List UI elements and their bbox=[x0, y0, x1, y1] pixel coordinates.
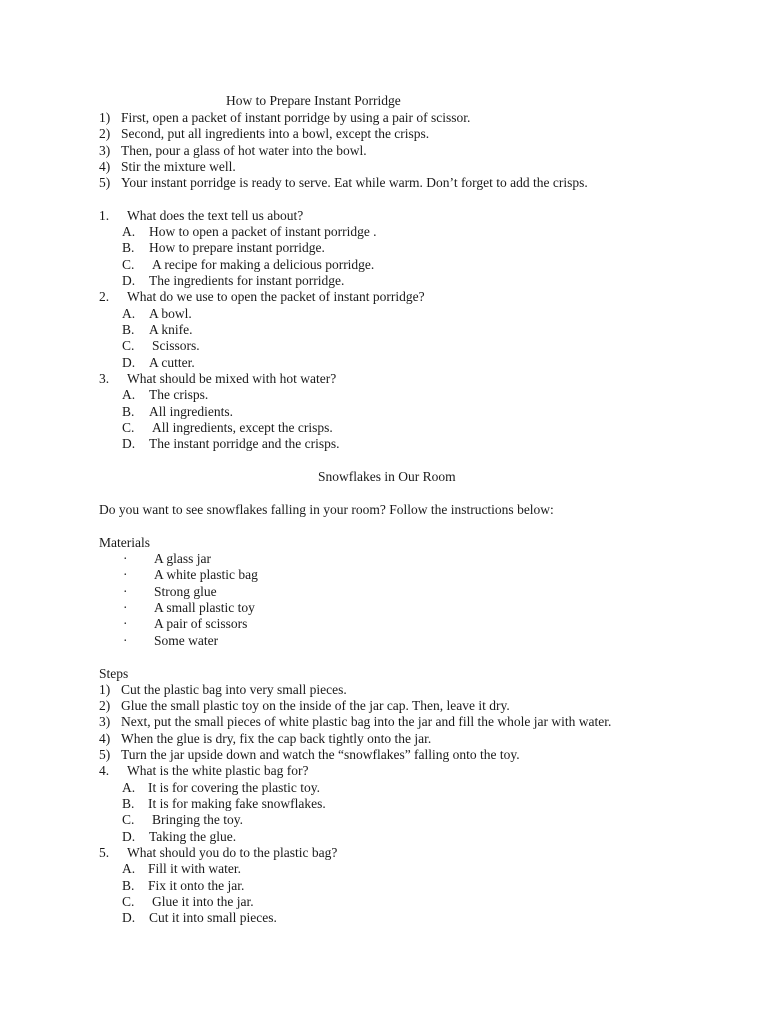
option-letter: A. bbox=[122, 861, 136, 876]
step-text: Second, put all ingredients into a bowl, except the crisps. bbox=[121, 126, 430, 141]
material-item: Some water bbox=[154, 633, 219, 648]
option-letter: D. bbox=[122, 829, 136, 844]
option-text: It is for covering the plastic toy. bbox=[148, 780, 320, 795]
bullet: · bbox=[123, 616, 128, 631]
step-text: First, open a packet of instant porridge by using a pair of scissor. bbox=[121, 110, 471, 125]
option-letter: A. bbox=[122, 387, 136, 402]
option-letter: B. bbox=[122, 322, 135, 337]
option-letter: B. bbox=[122, 878, 135, 893]
step-text: Your instant porridge is ready to serve. Eat while warm. Don’t forget to add the crisps. bbox=[121, 175, 588, 190]
question-number: 3. bbox=[99, 371, 110, 386]
option-text: All ingredients. bbox=[149, 404, 233, 419]
bullet: · bbox=[123, 584, 128, 599]
option-text: A knife. bbox=[149, 322, 193, 337]
option-text: Taking the glue. bbox=[149, 829, 237, 844]
step-number: 2) bbox=[99, 126, 111, 141]
option-letter: A. bbox=[122, 224, 136, 239]
question-number: 5. bbox=[99, 845, 110, 860]
question-text: What should you do to the plastic bag? bbox=[127, 845, 338, 860]
materials-heading: Materials bbox=[99, 535, 150, 550]
material-item: A white plastic bag bbox=[154, 567, 258, 582]
question-text: What does the text tell us about? bbox=[127, 208, 304, 223]
step-number: 4) bbox=[99, 731, 111, 746]
question-number: 2. bbox=[99, 289, 110, 304]
option-letter: D. bbox=[122, 910, 136, 925]
step-text: Cut the plastic bag into very small pieces. bbox=[121, 682, 347, 697]
option-letter: C. bbox=[122, 894, 135, 909]
step-text: When the glue is dry, fix the cap back tightly onto the jar. bbox=[121, 731, 432, 746]
bullet: · bbox=[123, 567, 128, 582]
option-letter: A. bbox=[122, 780, 136, 795]
option-text: Scissors. bbox=[152, 338, 200, 353]
bullet: · bbox=[123, 600, 128, 615]
step-text: Next, put the small pieces of white plastic bag into the jar and fill the whole jar with water. bbox=[121, 714, 612, 729]
option-text: All ingredients, except the crisps. bbox=[152, 420, 333, 435]
step-number: 4) bbox=[99, 159, 111, 174]
option-letter: C. bbox=[122, 257, 135, 272]
option-text: The instant porridge and the crisps. bbox=[149, 436, 340, 451]
snowflakes-title: Snowflakes in Our Room bbox=[318, 469, 456, 484]
step-number: 5) bbox=[99, 175, 111, 190]
option-text: A recipe for making a delicious porridge. bbox=[152, 257, 375, 272]
step-number: 2) bbox=[99, 698, 111, 713]
question-number: 1. bbox=[99, 208, 110, 223]
step-number: 3) bbox=[99, 714, 111, 729]
option-text: How to open a packet of instant porridge . bbox=[149, 224, 377, 239]
option-text: Fix it onto the jar. bbox=[148, 878, 245, 893]
question-number: 4. bbox=[99, 763, 110, 778]
option-text: The ingredients for instant porridge. bbox=[149, 273, 345, 288]
option-text: How to prepare instant porridge. bbox=[149, 240, 325, 255]
material-item: Strong glue bbox=[154, 584, 217, 599]
option-letter: C. bbox=[122, 812, 135, 827]
steps-heading: Steps bbox=[99, 666, 129, 681]
step-number: 1) bbox=[99, 682, 111, 697]
material-item: A small plastic toy bbox=[154, 600, 255, 615]
step-number: 1) bbox=[99, 110, 111, 125]
option-text: The crisps. bbox=[149, 387, 209, 402]
material-item: A glass jar bbox=[154, 551, 211, 566]
option-letter: B. bbox=[122, 404, 135, 419]
question-text: What is the white plastic bag for? bbox=[127, 763, 309, 778]
option-text: It is for making fake snowflakes. bbox=[148, 796, 326, 811]
option-letter: D. bbox=[122, 355, 136, 370]
step-text: Turn the jar upside down and watch the “snowflakes” falling onto the toy. bbox=[121, 747, 520, 762]
step-number: 5) bbox=[99, 747, 111, 762]
porridge-title: How to Prepare Instant Porridge bbox=[226, 93, 401, 108]
option-text: Cut it into small pieces. bbox=[149, 910, 277, 925]
option-text: Bringing the toy. bbox=[152, 812, 243, 827]
question-text: What do we use to open the packet of instant porridge? bbox=[127, 289, 425, 304]
material-item: A pair of scissors bbox=[154, 616, 248, 631]
option-letter: C. bbox=[122, 338, 135, 353]
question-text: What should be mixed with hot water? bbox=[127, 371, 337, 386]
bullet: · bbox=[123, 551, 128, 566]
bullet: · bbox=[123, 633, 128, 648]
option-letter: C. bbox=[122, 420, 135, 435]
option-text: A cutter. bbox=[149, 355, 195, 370]
step-text: Then, pour a glass of hot water into the bowl. bbox=[121, 143, 367, 158]
option-letter: B. bbox=[122, 796, 135, 811]
option-letter: D. bbox=[122, 273, 136, 288]
snowflakes-intro: Do you want to see snowflakes falling in your room? Follow the instructions below: bbox=[99, 502, 554, 517]
option-text: Glue it into the jar. bbox=[152, 894, 254, 909]
option-letter: B. bbox=[122, 240, 135, 255]
option-letter: D. bbox=[122, 436, 136, 451]
step-text: Glue the small plastic toy on the inside of the jar cap. Then, leave it dry. bbox=[121, 698, 510, 713]
option-text: A bowl. bbox=[149, 306, 192, 321]
option-letter: A. bbox=[122, 306, 136, 321]
option-text: Fill it with water. bbox=[148, 861, 241, 876]
step-text: Stir the mixture well. bbox=[121, 159, 236, 174]
step-number: 3) bbox=[99, 143, 111, 158]
